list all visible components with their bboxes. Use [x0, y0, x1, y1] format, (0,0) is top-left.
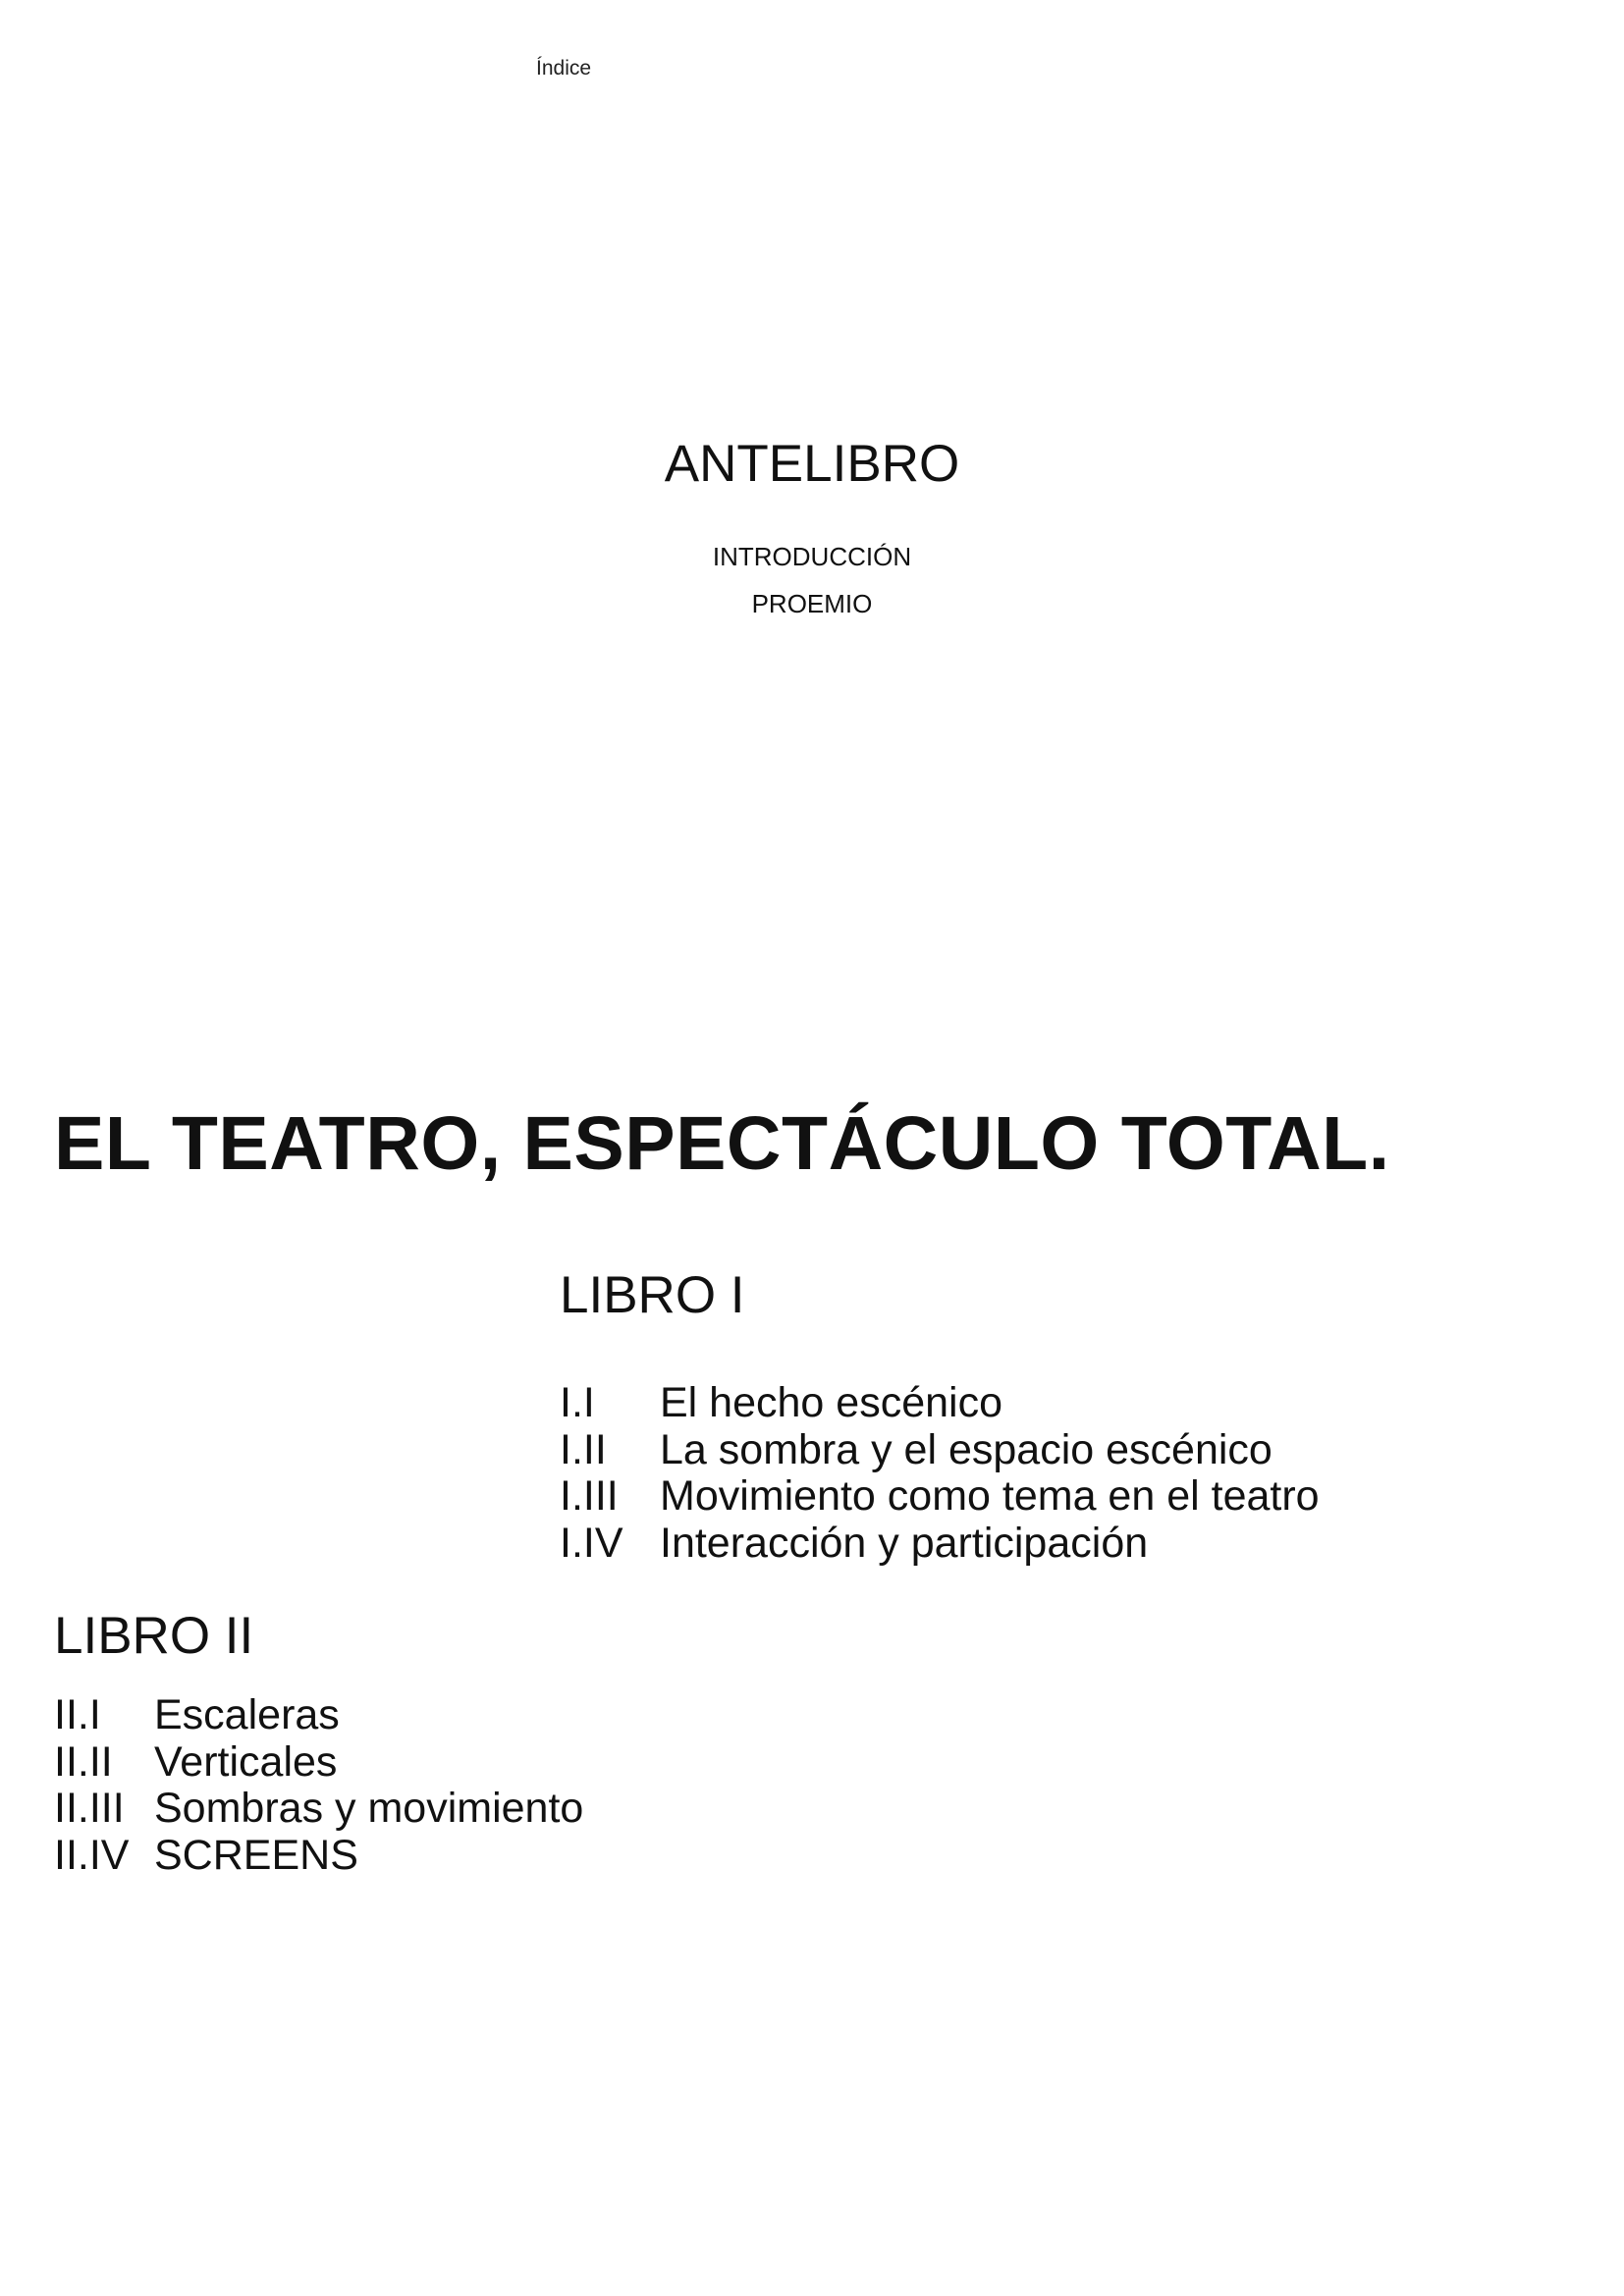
book1-heading[interactable]: LIBRO I	[560, 1266, 745, 1324]
book2-chapter-list	[54, 1692, 583, 1879]
chapter-title: SCREENS	[154, 1831, 358, 1879]
toc-entry[interactable]	[54, 1786, 583, 1833]
chapter-title: Interacción y participación	[660, 1519, 1149, 1567]
chapter-number: II.IV	[54, 1831, 130, 1879]
toc-entry[interactable]	[560, 1380, 1320, 1427]
chapter-number: I.I	[560, 1379, 595, 1426]
chapter-title: Sombras y movimiento	[154, 1785, 584, 1832]
chapter-title: Verticales	[154, 1737, 338, 1786]
antelibro-title: ANTELIBRO	[664, 435, 960, 493]
book1-chapter-list	[560, 1380, 1320, 1567]
antelibro-item-introduccion[interactable]: INTRODUCCIÓN	[712, 542, 912, 571]
toc-entry[interactable]	[54, 1692, 583, 1739]
chapter-number: I.III	[560, 1472, 619, 1520]
page-header-index: Índice	[536, 57, 592, 80]
toc-entry[interactable]	[54, 1739, 583, 1787]
toc-entry[interactable]	[560, 1521, 1320, 1568]
chapter-title: La sombra y el espacio escénico	[660, 1425, 1272, 1473]
toc-entry[interactable]	[560, 1427, 1320, 1474]
book2-heading[interactable]: LIBRO II	[54, 1607, 254, 1665]
toc-entry[interactable]	[54, 1833, 583, 1880]
antelibro-item-proemio[interactable]: PROEMIO	[751, 589, 873, 618]
chapter-title: El hecho escénico	[660, 1379, 1002, 1426]
chapter-number: II.I	[54, 1691, 101, 1738]
chapter-number: II.III	[54, 1785, 125, 1832]
main-title: EL TEATRO, ESPECTÁCULO TOTAL.	[54, 1101, 1390, 1186]
chapter-title: Escaleras	[154, 1691, 340, 1738]
toc-entry[interactable]	[560, 1473, 1320, 1521]
chapter-title: Movimiento como tema en el teatro	[660, 1472, 1320, 1520]
chapter-number: I.IV	[560, 1519, 623, 1567]
chapter-number: I.II	[560, 1425, 607, 1473]
chapter-number: II.II	[54, 1737, 113, 1786]
